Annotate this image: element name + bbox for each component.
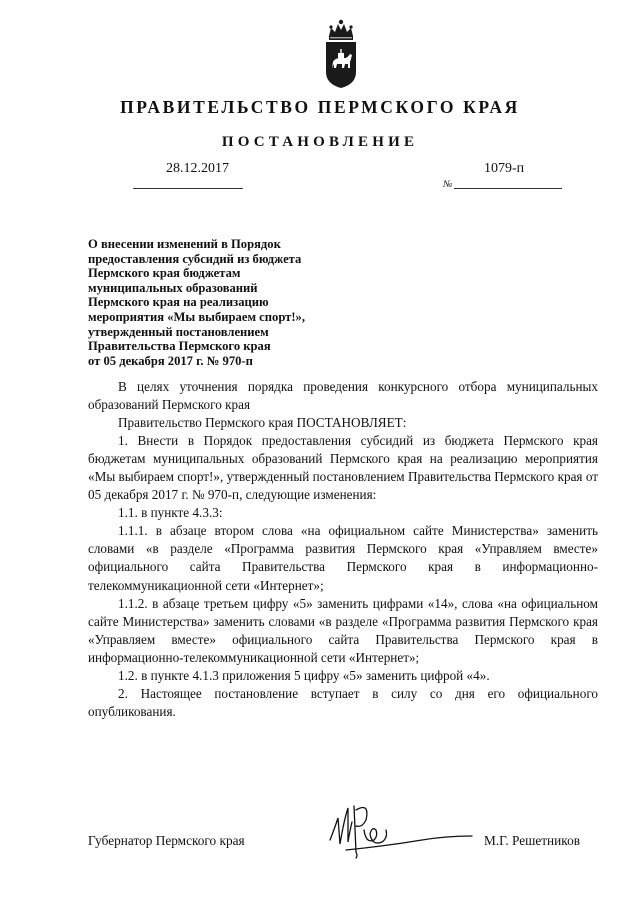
subject-line: от 05 декабря 2017 г. № 970-п: [88, 353, 253, 368]
subject-line: Пермского края бюджетам: [88, 266, 241, 281]
body-paragraph: 1.1.1. в абзаце втором слова «на официальном сайте Министерства» заменить словами «в разделе «Программа развития Пермского края «Управляем вместе» официального сайта Правительства Пермского края в информационно-телекоммуникационной сети «Интернет»;: [88, 523, 598, 593]
body-paragraph: Правительство Пермского края ПОСТАНОВЛЯЕТ:: [118, 415, 407, 431]
number-underline: [454, 188, 562, 189]
body-paragraph: 1.2. в пункте 4.1.3 приложения 5 цифру «5» заменить цифрой «4».: [118, 667, 490, 683]
subject-line: О внесении изменений в Порядок: [88, 237, 281, 251]
document-body: [88, 378, 598, 721]
signatory-position: Губернатор Пермского края: [88, 833, 245, 848]
body-paragraph: 1.1. в пункте 4.3.3:: [118, 505, 223, 521]
subject-line: Пермского края на реализацию: [88, 295, 269, 310]
document-date: 28.12.2017: [166, 161, 229, 176]
subject-line: муниципальных образований: [88, 280, 258, 295]
subject-line: Правительства Пермского края: [88, 339, 271, 354]
date-underline: [133, 188, 243, 189]
subject-line: утвержденный постановлением: [88, 324, 269, 339]
subject-line: предоставления субсидий из бюджета: [88, 251, 302, 266]
body-paragraph: В целях уточнения порядка проведения конкурсного отбора муниципальных образований Пермского края: [88, 379, 598, 413]
document-subject: [88, 237, 388, 368]
body-paragraph: 2. Настоящее постановление вступает в силу со дня его официального опубликования.: [88, 685, 598, 719]
signatory-name: М.Г. Решетников: [484, 833, 580, 848]
perm-krai-emblem-icon: [321, 18, 361, 90]
body-paragraph: 1. Внести в Порядок предоставления субсидий из бюджета Пермского края бюджетам муниципальных образований Пермского края на реализацию мероприятия «Мы выбираем спорт!», утвержденный постановлением Правительства Пермского края от 05 декабря 2017 г. № 970-п, следующие изменения:: [88, 433, 598, 503]
subject-line: мероприятия «Мы выбираем спорт!»,: [88, 309, 305, 324]
government-title: ПРАВИТЕЛЬСТВО ПЕРМСКОГО КРАЯ: [120, 97, 520, 117]
number-sign: №: [443, 179, 453, 190]
handwritten-signature: [326, 800, 476, 860]
document-type: ПОСТАНОВЛЕНИЕ: [221, 134, 419, 150]
body-paragraph: 1.1.2. в абзаце третьем цифру «5» заменить цифрами «14», слова «на официальном сайте Министерства» заменить словами «в разделе «Программа развития Пермского края «Управляем вместе» официального сайта Правительства Пермского края в информационно-телекоммуникационной сети «Интернет»;: [88, 595, 598, 665]
document-number: 1079-п: [484, 161, 525, 176]
